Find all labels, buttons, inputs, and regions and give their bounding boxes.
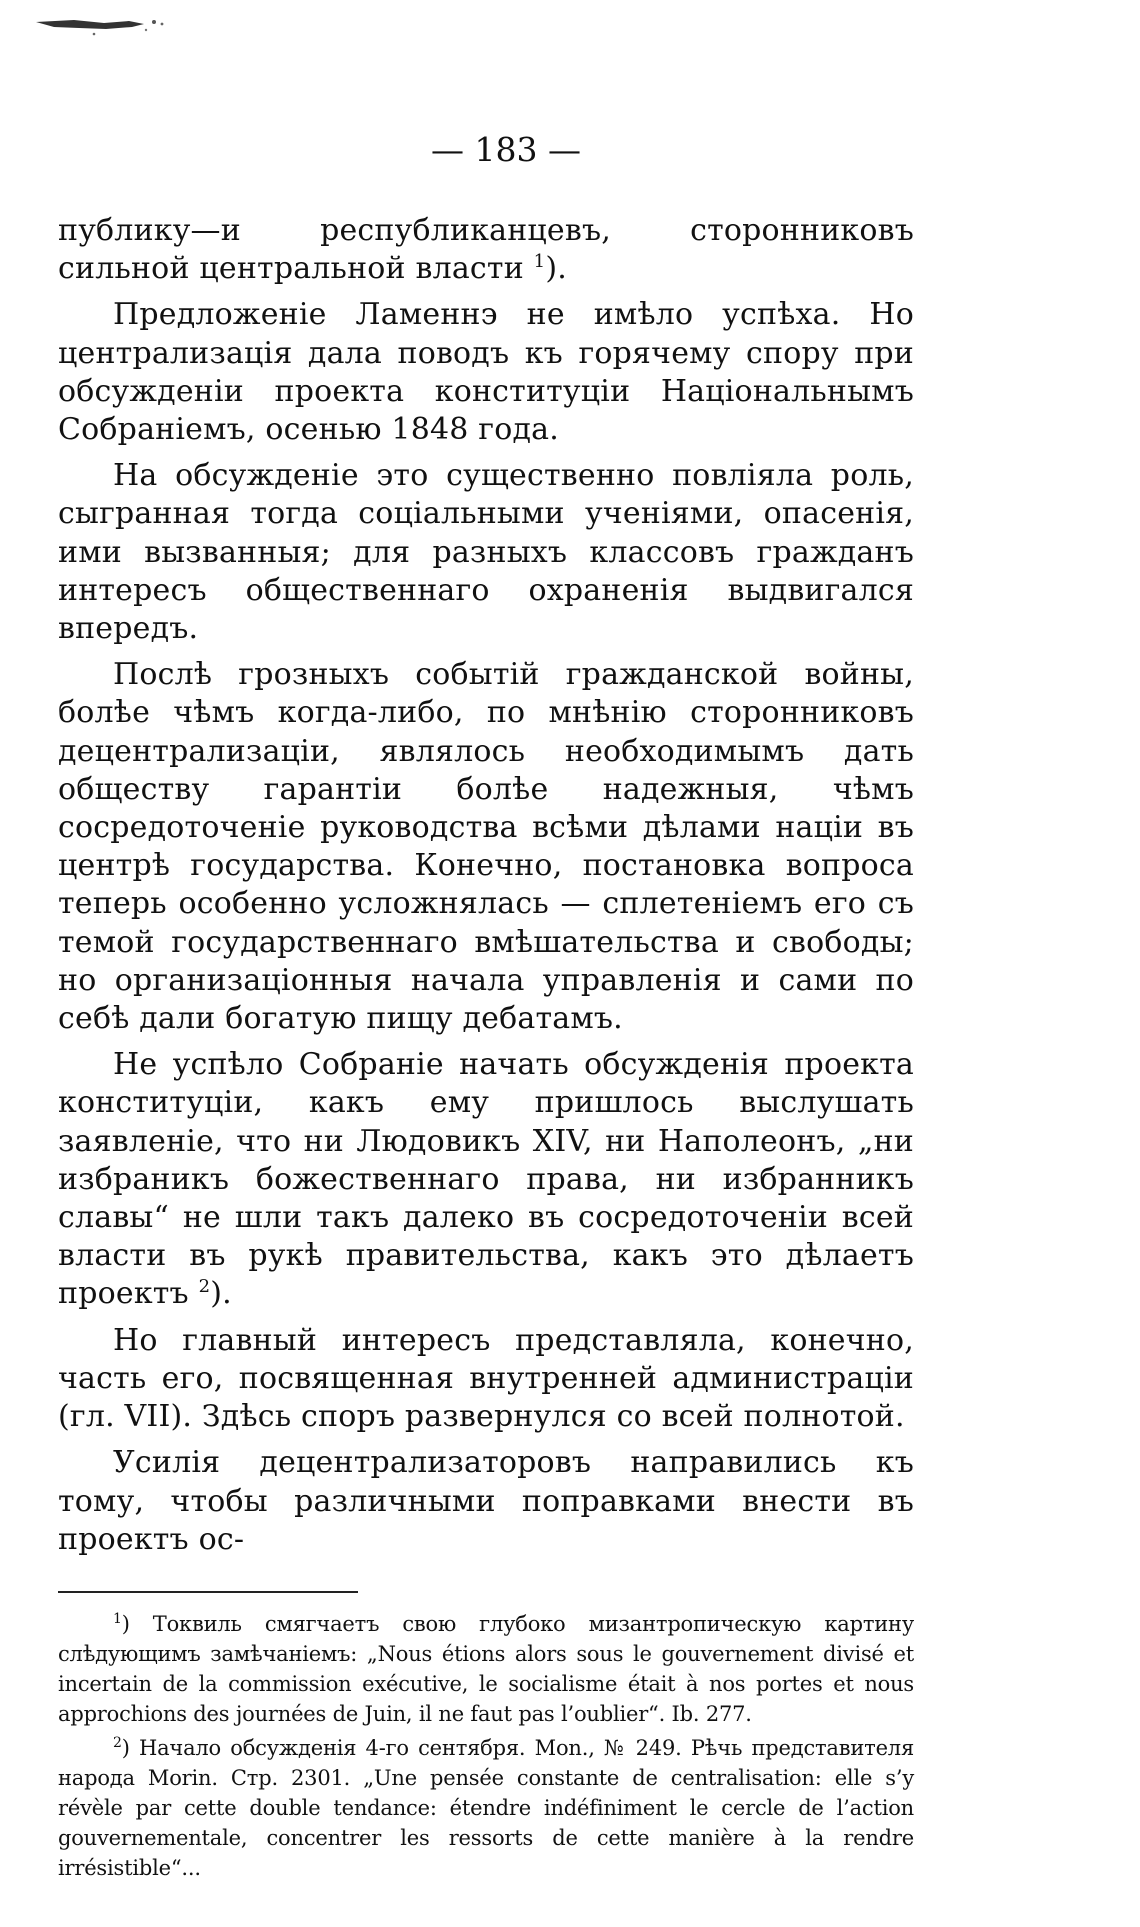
footnote-1: $^1$) Токвиль смягчаетъ свою глубоко мизантропическую картину слѣдующимъ замѣчанiемъ: „Nous étions alors sous le gouvernement divisé et incertain de la commission exécutive, le socialisme était à nos portes et nous approchions des journées de Juin, il ne faut pas l’oublier“. Ib. 277. <box>58 1610 914 1726</box>
paragraph-4: Послѣ грозныхъ событiй гражданской войны, болѣе чѣмъ когда-либо, по мнѣнiю сторонниковъ децентрализацiи, являлось необходимымъ дать обществу гарантiи болѣе надежныя, чѣмъ сосредоточенiе руководства всѣми дѣлами нацiи въ центрѣ государства. Конечно, постановка вопроса теперь особенно усложнялась — сплетенiемъ его съ темой государственнаго вмѣшательства и свободы; но организацiонныя начала управленiя и сами по себѣ дали богатую пищу дебатамъ. <box>58 657 914 1037</box>
paragraph-2: Предложенiе Ламеннэ не имѣло успѣха. Но централизацiя дала поводъ къ горячему спору при обсужденiи проекта конституцiи Нацiональнымъ Собранiемъ, осенью 1848 года. <box>58 297 914 448</box>
footnote-2: $^2$) Начало обсужденiя 4-го сентября. Mon., № 249. Рѣчь представителя народа Morin. Стр. 2301. „Une pensée constante de centralisation: elle s’y révèle par cette double tendance: étendre indéfiniment le cercle de l’action gouvernementale, concentrer les ressorts de cette manière à la rendre irrésistible“... <box>58 1734 914 1880</box>
paragraph-7: Усилiя децентрализаторовъ направились къ тому, чтобы различными поправками внести въ проектъ ос- <box>58 1445 914 1557</box>
footnote-2-marker: 2 <box>113 1734 122 1751</box>
paragraph-5: Не успѣло Собранiе начать обсужденiя проекта конституцiи, какъ ему пришлось выслушать заявленiе, что ни Людовикъ XIV, ни Наполеонъ, „ни избраникъ божественнаго права, ни избранникъ славы“ не шли такъ далеко въ сосредоточенiи всей власти въ рукѣ правительства, какъ это дѣлаетъ проектъ $^2$). <box>58 1047 914 1312</box>
page-number: — 183 — <box>431 130 581 169</box>
footnote-ref-2: 2 <box>198 1276 211 1298</box>
footnote-divider <box>58 1591 358 1593</box>
scan-ink-mark <box>34 14 169 38</box>
footnote-1-marker: 1 <box>113 1610 122 1627</box>
paragraph-1: публику—и республиканцевъ, сторонниковъ сильной центральной власти $^1$). <box>58 213 914 287</box>
paragraph-3: На обсужденiе это существенно повлiяла роль, сыгранная тогда соцiальными ученiями, опасенiя, ими вызванныя; для разныхъ классовъ гражданъ интересъ общественнаго охраненiя выдвигался впередъ. <box>58 458 914 647</box>
book-page <box>58 128 914 1887</box>
footnote-ref-1: 1 <box>533 251 546 273</box>
paragraph-6: Но главный интересъ представляла, конечно, часть его, посвященная внутренней администрацiи (гл. VII). Здѣсь споръ развернулся со всей полнотой. <box>58 1322 914 1435</box>
